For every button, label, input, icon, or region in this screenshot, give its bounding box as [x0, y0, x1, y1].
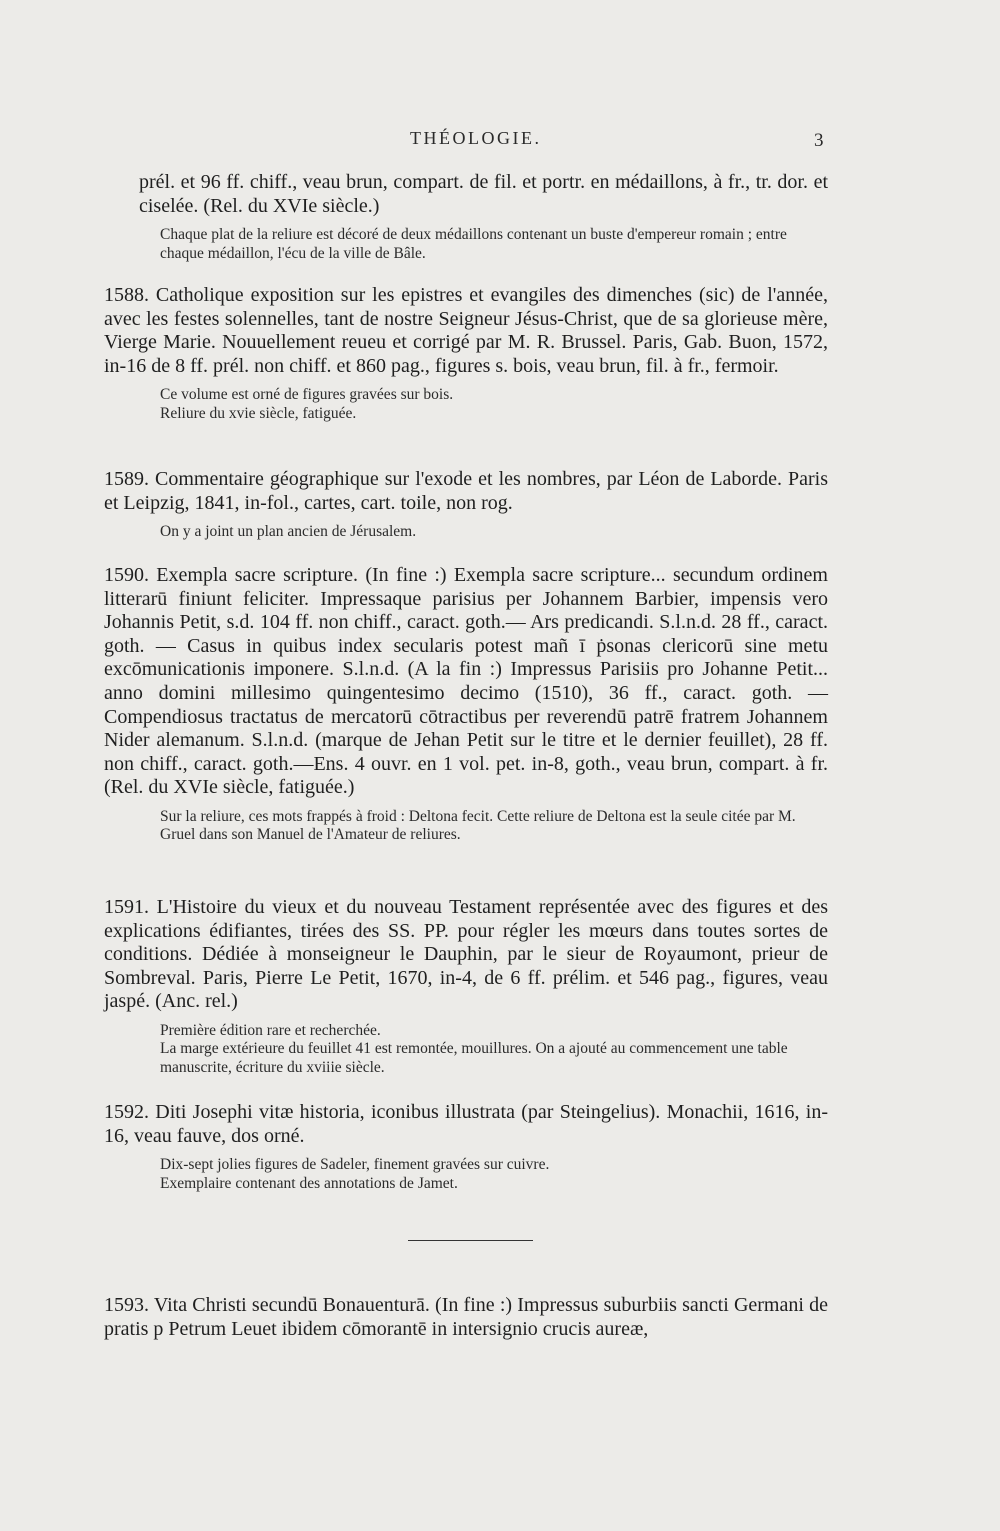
- entry-note: Première édition rare et recherchée. La marge extérieure du feuillet 41 est remontée, mouillures. On a ajouté au commencement une table manuscrite, écriture du xviiie siècle.: [160, 1021, 788, 1076]
- entry-text: 1593. Vita Christi secundū Bonauenturā. (In fine :) Impressus suburbiis sancti Germani de pratis p Petrum Leuet ibidem cōmorantē in intersignio crucis aureæ,: [104, 1294, 828, 1340]
- entry-note: Sur la reliure, ces mots frappés à froid : Deltona fecit. Cette reliure de Deltona est la seule citée par M. Gruel dans son Manuel de l'Amateur de reliures.: [160, 807, 796, 844]
- entry-text: 1589. Commentaire géographique sur l'exode et les nombres, par Léon de Laborde. Paris et Leipzig, 1841, in-fol., cartes, cart. toile, non rog.: [104, 468, 828, 514]
- entry-1590: [104, 564, 828, 845]
- entry-text: 1590. Exempla sacre scripture. (In fine :) Exempla sacre scripture... secundum ordinem litterarū finiunt feliciter. Impressaque parisius per Johannem Barbier, impensis vero Johannis Petit, s.d. 104 ff. non chiff., caract. goth.— Ars predicandi. S.l.n.d. 28 ff., caract. goth. — Casus in quibus index secularis potest mañ ī ṗsonas clericorū sine metu excōmunicationis imponere. S.l.n.d. (A la fin :) Impressus Parisiis pro Johanne Petit... anno domini millesimo quingentesimo decimo (1510), 36 ff., caract. goth. — Compendiosus tractatus de mercatorū cōtractibus per reverendū patrē fratrem Johannem Nider alemanum. S.l.n.d. (marque de Jehan Petit sur le titre et le dernier feuillet), 28 ff. non chiff., caract. goth.—Ens. 4 ouvr. en 1 vol. pet. in-8, goth., veau brun, compart. à fr. (Rel. du XVIe siècle, fatiguée.): [104, 564, 828, 799]
- entry-text: prél. et 96 ff. chiff., veau brun, compart. de fil. et portr. en médaillons, à fr., tr. dor. et ciselée. (Rel. du XVIe siècle.): [139, 171, 828, 217]
- entry-1591: [104, 896, 828, 1077]
- entry-1589: [104, 468, 828, 542]
- page-number: 3: [814, 130, 824, 151]
- entry-text: 1588. Catholique exposition sur les epistres et evangiles des dimenches (sic) de l'année, avec les festes solennelles, tant de nostre Seigneur Jésus-Christ, que de sa glorieuse mère, Vierge Marie. Nouuellement reueu et corrigé par M. R. Brussel. Paris, Gab. Buon, 1572, in-16 de 8 ff. prél. non chiff. et 860 pag., figures s. bois, veau brun, fil. à fr., fermoir.: [104, 284, 828, 377]
- entry-text: 1591. L'Histoire du vieux et du nouveau Testament représentée avec des figures et des explications édifiantes, tirées des SS. PP. pour régler les mœurs dans toutes sortes de conditions. Dédiée à monseigneur le Dauphin, par le sieur de Royaumont, prieur de Sombreval. Paris, Pierre Le Petit, 1670, in-4, de 6 ff. prélim. et 546 pag., figures, veau jaspé. (Anc. rel.): [104, 896, 828, 1013]
- entry-note: Ce volume est orné de figures gravées sur bois. Reliure du xvie siècle, fatiguée.: [160, 386, 454, 422]
- running-header: [0, 126, 1000, 156]
- entry-text: 1592. Diti Josephi vitæ historia, iconibus illustrata (par Steingelius). Monachii, 1616, in-16, veau fauve, dos orné.: [104, 1101, 828, 1147]
- entry-1592: [104, 1101, 828, 1193]
- entry-note: On y a joint un plan ancien de Jérusalem.: [160, 523, 417, 541]
- section-divider: [408, 1240, 533, 1241]
- entry-note: Chaque plat de la reliure est décoré de deux médaillons contenant un buste d'empereur romain ; entre chaque médaillon, l'écu de la ville de Bâle.: [160, 226, 787, 262]
- entry-note: Dix-sept jolies figures de Sadeler, finement gravées sur cuivre. Exemplaire contenant des annotations de Jamet.: [160, 1156, 550, 1192]
- running-title: THÉOLOGIE.: [410, 128, 542, 148]
- entry-continuation: [104, 171, 828, 263]
- entry-1588: [104, 284, 828, 423]
- entry-1593: [104, 1294, 828, 1341]
